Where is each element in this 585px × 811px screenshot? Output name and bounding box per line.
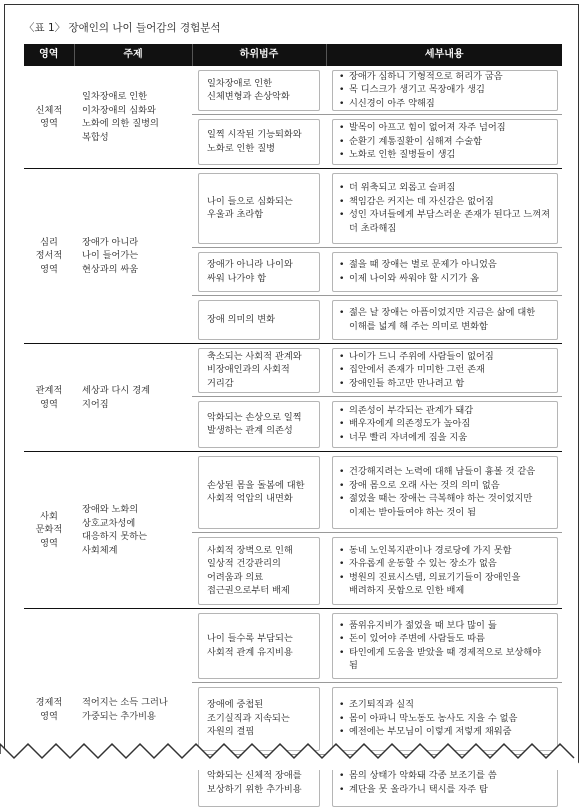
bullet-icon: • bbox=[339, 272, 345, 284]
detail-text: 돈이 있어야 주변에 사람들도 따름 bbox=[349, 633, 485, 644]
bullet-icon: • bbox=[339, 431, 345, 443]
table-row bbox=[24, 169, 562, 248]
detail-item bbox=[339, 272, 551, 286]
bullet-icon: • bbox=[339, 122, 345, 134]
bullet-icon: • bbox=[339, 377, 345, 389]
detail-text: 몸이 아파니 막노동도 농사도 지을 수 없음 bbox=[349, 712, 518, 724]
detail-text: 몸의 상태가 악화돼 각종 보조기를 씀 bbox=[349, 770, 497, 782]
subcategory-cell bbox=[192, 452, 326, 533]
topic-label: 일차장애로 인한 이차장애의 심화와 노화에 의한 질병의 복합성 bbox=[82, 91, 159, 143]
details-cell bbox=[326, 169, 562, 248]
subcategory-box bbox=[198, 537, 320, 605]
detail-item bbox=[339, 148, 551, 162]
bullet-icon: • bbox=[339, 135, 345, 147]
bullet-icon: • bbox=[339, 633, 345, 644]
header-details: 세부내용 bbox=[326, 44, 562, 66]
subcategory-box bbox=[198, 119, 320, 165]
bullet-icon: • bbox=[339, 149, 345, 161]
topic-label: 세상과 다시 경계 지어짐 bbox=[82, 385, 150, 410]
bullet-icon: • bbox=[339, 726, 345, 738]
bullet-icon: • bbox=[339, 544, 345, 556]
details-cell bbox=[326, 397, 562, 452]
area-cell bbox=[24, 609, 74, 811]
detail-text: 책임감은 커지는 데 자신감은 없어짐 bbox=[349, 195, 494, 207]
detail-text: 너무 빨리 자녀에게 짐을 지움 bbox=[349, 431, 468, 443]
bullet-icon: • bbox=[339, 770, 345, 782]
table-header-row bbox=[24, 44, 562, 66]
subcategory-cell bbox=[192, 169, 326, 248]
detail-text: 더 위축되고 외롭고 슬퍼짐 bbox=[349, 182, 456, 193]
details-cell bbox=[326, 452, 562, 533]
area-label: 신체적 영역 bbox=[35, 104, 63, 129]
detail-item bbox=[339, 783, 551, 797]
detail-item bbox=[339, 725, 551, 739]
torn-edge-decoration bbox=[0, 740, 585, 770]
detail-text: 품위유지비가 젊었을 때 보다 많이 듦 bbox=[349, 619, 497, 631]
area-label: 관계적 영역 bbox=[35, 385, 63, 410]
detail-item bbox=[339, 306, 551, 333]
subcategory-box bbox=[198, 613, 320, 679]
details-box bbox=[332, 613, 558, 679]
details-box bbox=[332, 456, 558, 529]
detail-item bbox=[339, 698, 551, 712]
bullet-icon: • bbox=[339, 466, 345, 477]
detail-item bbox=[339, 135, 551, 149]
subcategory-cell bbox=[192, 533, 326, 609]
detail-item bbox=[339, 70, 551, 84]
subcategory-box bbox=[198, 401, 320, 448]
detail-text: 젊은 날 장애는 아픔이었지만 지금은 삶에 대한 이해를 넓게 해 주는 의미로 변화함 bbox=[349, 307, 536, 332]
details-box bbox=[332, 70, 558, 111]
topic-cell bbox=[74, 169, 192, 344]
detail-text: 순환기 계통질환이 심해져 수술함 bbox=[349, 135, 483, 147]
bullet-icon: • bbox=[339, 259, 345, 270]
bullet-icon: • bbox=[339, 479, 345, 491]
subcategory-cell bbox=[192, 66, 326, 115]
detail-text: 의존성이 부각되는 관계가 돼감 bbox=[349, 404, 474, 416]
detail-text: 동네 노인복지관이나 경로당에 가지 못함 bbox=[349, 544, 512, 556]
subcategory-label: 나이 들수록 부담되는 사회적 관계 유지비용 bbox=[207, 633, 293, 658]
detail-text: 나이가 드니 주위에 사람들이 없어짐 bbox=[349, 350, 494, 362]
bullet-icon: • bbox=[339, 418, 345, 430]
topic-label: 장애와 노화의 상호교차성에 대응하지 못하는 사회체계 bbox=[82, 504, 148, 556]
detail-text: 장애인들 하고만 만나려고 함 bbox=[349, 377, 465, 389]
detail-text: 젊을 때 장애는 별로 문제가 아니었음 bbox=[349, 259, 497, 270]
detail-text: 집안에서 존재가 미미한 그런 존재 bbox=[349, 364, 485, 376]
detail-text: 조기퇴직과 실직 bbox=[349, 699, 415, 711]
topic-cell bbox=[74, 452, 192, 609]
details-box bbox=[332, 173, 558, 244]
detail-text: 시신경이 아주 약해짐 bbox=[349, 97, 435, 109]
subcategory-cell bbox=[192, 609, 326, 683]
table-row bbox=[24, 344, 562, 397]
subcategory-box bbox=[198, 456, 320, 529]
detail-item bbox=[339, 258, 551, 272]
details-cell bbox=[326, 344, 562, 397]
subcategory-cell bbox=[192, 296, 326, 344]
header-topic: 주제 bbox=[74, 44, 192, 66]
details-cell bbox=[326, 533, 562, 609]
area-label: 경제적 영역 bbox=[35, 697, 63, 722]
bullet-icon: • bbox=[339, 350, 345, 362]
topic-label: 장애가 아니라 나이 들어가는 현상과의 싸움 bbox=[82, 236, 139, 275]
detail-item bbox=[339, 181, 551, 195]
details-box bbox=[332, 348, 558, 393]
topic-cell bbox=[74, 609, 192, 811]
bullet-icon: • bbox=[339, 404, 345, 416]
details-box bbox=[332, 537, 558, 605]
subcategory-box bbox=[198, 173, 320, 244]
detail-item bbox=[339, 492, 551, 519]
details-box bbox=[332, 401, 558, 448]
bullet-icon: • bbox=[339, 307, 345, 318]
bullet-icon: • bbox=[339, 783, 345, 795]
detail-item bbox=[339, 712, 551, 726]
detail-item bbox=[339, 377, 551, 391]
subcategory-label: 장애가 아니라 나이와 싸워 나가야 함 bbox=[207, 259, 293, 284]
topic-label: 적어지는 소득 그러나 가중되는 추가비용 bbox=[82, 697, 168, 722]
detail-text: 목 디스크가 생기고 목장애가 생김 bbox=[349, 84, 485, 96]
bullet-icon: • bbox=[339, 70, 345, 82]
table-row bbox=[24, 609, 562, 683]
detail-item bbox=[339, 431, 551, 445]
topic-cell bbox=[74, 344, 192, 452]
subcategory-cell bbox=[192, 397, 326, 452]
table-row bbox=[24, 452, 562, 533]
detail-text: 장애 몸으로 오래 사는 것의 의미 없음 bbox=[349, 479, 500, 491]
subcategory-label: 나이 들으로 심화되는 우울과 초라함 bbox=[207, 195, 293, 220]
detail-item bbox=[339, 208, 551, 235]
table-caption: 〈표 1〉 장애인의 나이 들어감의 경험분석 bbox=[24, 22, 221, 34]
subcategory-label: 일차장애로 인한 신체변형과 손상악화 bbox=[207, 77, 290, 102]
subcategory-label: 장애 의미의 변화 bbox=[207, 313, 275, 325]
detail-item bbox=[339, 121, 551, 135]
subcategory-cell bbox=[192, 115, 326, 169]
detail-item bbox=[339, 619, 551, 633]
subcategory-label: 장애에 중첩된 조기실직과 지속되는 자원의 결핍 bbox=[207, 699, 290, 738]
details-cell bbox=[326, 609, 562, 683]
detail-item bbox=[339, 363, 551, 377]
bullet-icon: • bbox=[339, 571, 345, 583]
detail-text: 이제 나이와 싸워야 할 시기가 옴 bbox=[349, 272, 479, 284]
detail-item bbox=[339, 350, 551, 364]
detail-item bbox=[339, 632, 551, 646]
detail-text: 장애가 심하니 기형적으로 허리가 굽음 bbox=[349, 70, 503, 82]
header-subcategory: 하위범주 bbox=[192, 44, 326, 66]
detail-item bbox=[339, 544, 551, 558]
area-label: 사회 문화적 영역 bbox=[35, 510, 63, 549]
subcategory-box bbox=[198, 300, 320, 340]
subcategory-label: 악화되는 신체적 장애를 보상하기 위한 추가비용 bbox=[207, 770, 302, 795]
detail-item bbox=[339, 83, 551, 97]
detail-text: 타인에게 도움을 받았을 때 경제적으로 보상해야 됨 bbox=[349, 646, 542, 671]
bullet-icon: • bbox=[339, 195, 345, 207]
detail-text: 성인 자녀들에게 부담스러운 존재가 된다고 느껴져 더 초라해짐 bbox=[349, 209, 550, 234]
detail-item bbox=[339, 769, 551, 783]
bullet-icon: • bbox=[339, 364, 345, 376]
area-cell bbox=[24, 66, 74, 169]
subcategory-box bbox=[198, 70, 320, 111]
topic-cell bbox=[74, 66, 192, 169]
detail-item bbox=[339, 479, 551, 493]
subcategory-label: 악화되는 손상으로 일찍 발생하는 관계 의존성 bbox=[207, 411, 302, 436]
details-box bbox=[332, 252, 558, 292]
area-label: 심리 정서적 영역 bbox=[35, 236, 63, 275]
bullet-icon: • bbox=[339, 182, 345, 193]
detail-text: 자유롭게 운동할 수 있는 장소가 없음 bbox=[349, 558, 497, 569]
bullet-icon: • bbox=[339, 646, 345, 658]
subcategory-label: 사회적 장벽으로 인해 일상적 건강관리의 어려움과 의료 접근권으로부터 배제 bbox=[207, 544, 293, 596]
bullet-icon: • bbox=[339, 699, 345, 711]
detail-item bbox=[339, 646, 551, 673]
detail-item bbox=[339, 417, 551, 431]
detail-item bbox=[339, 404, 551, 418]
bullet-icon: • bbox=[339, 712, 345, 724]
details-box bbox=[332, 300, 558, 340]
detail-item bbox=[339, 195, 551, 209]
bullet-icon: • bbox=[339, 84, 345, 96]
subcategory-label: 손상된 몸을 돌봄에 대한 사회적 억압의 내면화 bbox=[207, 479, 305, 504]
detail-text: 젊었을 때는 장애는 극복해야 하는 것이었지만 이제는 받아들여야 하는 것이 됨 bbox=[349, 493, 533, 518]
detail-text: 배우자에게 의존정도가 높아짐 bbox=[349, 418, 471, 430]
details-cell bbox=[326, 66, 562, 115]
details-box bbox=[332, 119, 558, 165]
table-body bbox=[24, 66, 562, 811]
bullet-icon: • bbox=[339, 493, 345, 504]
bullet-icon: • bbox=[339, 209, 345, 220]
subcategory-label: 일찍 시작된 기능퇴화와 노화로 인한 질병 bbox=[207, 129, 302, 154]
detail-item bbox=[339, 465, 551, 479]
bullet-icon: • bbox=[339, 558, 345, 569]
bullet-icon: • bbox=[339, 97, 345, 109]
detail-text: 계단을 못 올라가니 택시를 자주 탐 bbox=[349, 783, 488, 795]
subcategory-label: 축소되는 사회적 관계와 비장애인과의 사회적 거리감 bbox=[207, 350, 302, 389]
detail-text: 노화로 인한 질병들이 생김 bbox=[349, 149, 456, 161]
detail-text: 발목이 아프고 힘이 없어져 자주 넘어짐 bbox=[349, 122, 506, 134]
table-row bbox=[24, 66, 562, 115]
details-cell bbox=[326, 248, 562, 296]
detail-text: 병원의 진료시스템, 의료기기들이 장애인을 배려하지 못함으로 인한 배제 bbox=[349, 571, 521, 596]
area-cell bbox=[24, 169, 74, 344]
subcategory-cell bbox=[192, 248, 326, 296]
header-area: 영역 bbox=[24, 44, 74, 66]
detail-item bbox=[339, 557, 551, 571]
experience-analysis-table bbox=[24, 44, 562, 811]
subcategory-box bbox=[198, 348, 320, 393]
detail-item bbox=[339, 97, 551, 111]
subcategory-box bbox=[198, 252, 320, 292]
details-cell bbox=[326, 115, 562, 169]
subcategory-cell bbox=[192, 344, 326, 397]
details-cell bbox=[326, 296, 562, 344]
detail-text: 예전에는 부모님이 이렇게 저렇게 채워줌 bbox=[349, 726, 512, 738]
detail-text: 건강해지려는 노력에 대해 남들이 흉볼 것 같음 bbox=[349, 466, 536, 477]
detail-item bbox=[339, 571, 551, 598]
area-cell bbox=[24, 452, 74, 609]
bullet-icon: • bbox=[339, 619, 345, 631]
area-cell bbox=[24, 344, 74, 452]
